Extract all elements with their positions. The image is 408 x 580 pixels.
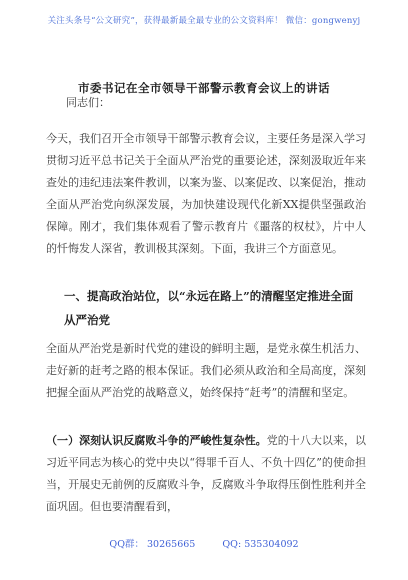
section-heading-1: 一、提高政治站位，以“永远在路上”的清醒坚定推进全面从严治党 bbox=[64, 289, 354, 327]
paragraph-section-1: 全面从严治党是新时代党的建设的鲜明主题，是党永葆生机活力、走好新的赶考之路的根本保证。我们必须从政治和全局高度，深刻把握全面从严治党的战略意义，始终保持“赶考”的清醒和坚定。 bbox=[46, 342, 366, 399]
paragraph-intro: 今天，我们召开全市领导干部警示教育会议，主要任务是深入学习贯彻习近平总书记关于全面从严治党的重要论述，深刻汲取近年来查处的违纪违法案件教训，以案为鉴、以案促改、以案促治，推动全面从严治党向纵深发展，为加快建设现代化新XX提供坚强政治保障。刚才，我们集体观看了警示教育片《噩落的权杖》，片中人的忏悔发人深省，教训极其深刻。下面，我讲三个方面意见。 bbox=[46, 132, 366, 255]
footer-qq-group: QQ群： 30265665 bbox=[109, 539, 196, 550]
document-title: 市委书记在全市领导干部警示教育会议上的讲话 bbox=[78, 81, 330, 95]
subsection-1-text: 党的十八大以来，以习近平同志为核心的党中央以“得罪千百人、不负十四亿”的使命担当，开展史无前例的反腐败斗争，反腐败斗争取得压倒性胜利并全面巩固。但也要清醒看到， bbox=[46, 434, 367, 513]
salutation: 同志们： bbox=[66, 96, 110, 109]
header-banner: 关注头条号“公文研究”，获得最新最全最专业的公文资料库！ 微信：gongwenyj bbox=[47, 16, 361, 26]
subsection-heading-1: （一）深刻认识反腐败斗争的严峻性复杂性。 bbox=[46, 434, 267, 447]
footer-qq: QQ: 535304092 bbox=[222, 539, 299, 550]
paragraph-subsection-1 bbox=[46, 430, 366, 518]
footer-contact bbox=[0, 536, 408, 550]
